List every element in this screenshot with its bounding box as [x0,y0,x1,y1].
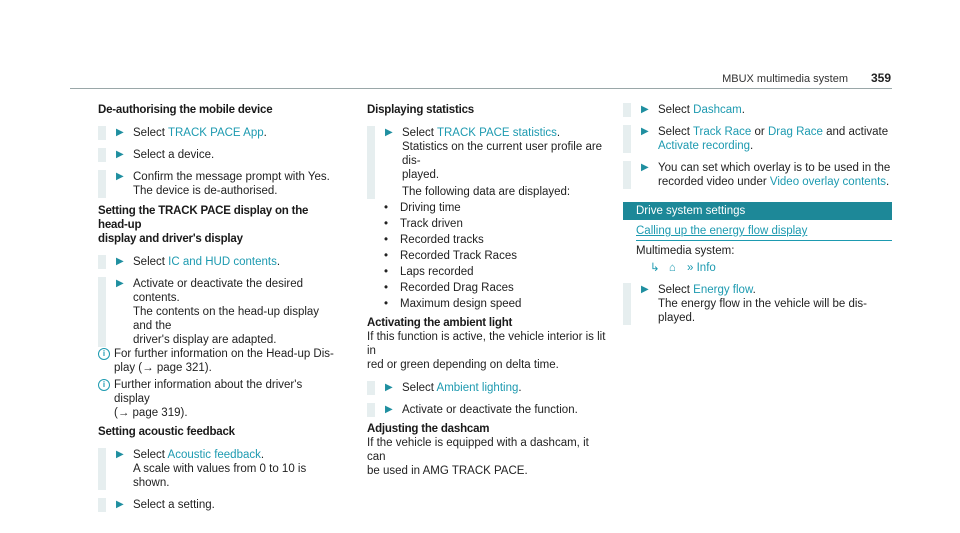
link-energy-flow[interactable]: Energy flow [693,284,753,296]
step-arrow-icon: ▶ [641,104,649,115]
link-dashcam[interactable]: Dashcam [693,104,742,116]
step-select-acoustic: ▶ Select Acoustic feedback. A scale with values from 0 to 10 is shown. [98,448,338,490]
link-track-race[interactable]: Track Race [692,126,752,138]
step-overlay: ▶ You can set which overlay is to be used in the recorded video under Video overlay contents. [623,161,893,189]
heading-deauthorise: De-authorising the mobile device [98,104,273,116]
link-ambient-lighting[interactable]: Ambient lighting [436,382,519,394]
column-2 [367,103,607,478]
link-track-pace-statistics[interactable]: TRACK PACE statistics [436,127,557,139]
info-hud: i For further information on the Head-up Dis- play (→ page 321). [98,347,338,375]
path-arrow-icon: ↳ [650,262,660,274]
nav-info[interactable]: Info [696,262,716,274]
home-icon[interactable]: ⌂ [668,262,676,274]
page-number: 359 [871,71,892,85]
statistics-list [367,201,607,311]
step-arrow-icon: ▶ [116,171,124,182]
step-arrow-icon: ▶ [116,256,124,267]
step-arrow-icon: ▶ [385,382,393,393]
navigation-path [636,261,892,275]
step-confirm: ▶ Confirm the message prompt with Yes. The device is de-authorised. [98,170,338,198]
link-acoustic-feedback[interactable]: Acoustic feedback [167,449,261,461]
link-activate-recording[interactable]: Activate recording [658,140,751,152]
step-select-dashcam: ▶ Select Dashcam. [623,103,893,117]
step-arrow-icon: ▶ [116,127,124,138]
heading-track-pace-display: Setting the TRACK PACE display on the head-up display and driver's display [98,205,309,245]
link-track-pace-app[interactable]: TRACK PACE App [167,127,264,139]
step-select-energy-flow: ▶ Select Energy flow. The energy flow in the vehicle will be dis- played. [623,283,893,325]
chevron-right-icon: » [687,262,694,274]
step-arrow-icon: ▶ [641,126,649,137]
column-1 [98,103,338,512]
list-item: • Track driven [384,218,463,230]
step-select-statistics: ▶ Select TRACK PACE statistics. Statistics on the current user profile are dis- played. The following data are displayed: [367,126,607,199]
step-activate-contents: ▶ Activate or deactivate the desired contents. The contents on the head-up display and the driver's display are adapted. [98,277,338,347]
heading-dashcam: Adjusting the dashcam [367,423,490,435]
step-select-ambient: ▶ Select Ambient lighting. [367,381,607,395]
running-header-title: MBUX multimedia system [722,73,848,85]
ambient-paragraph: If this function is active, the vehicle interior is lit in red or green depending on delta time. [367,331,606,371]
link-drag-race[interactable]: Drag Race [767,126,823,138]
link-video-overlay[interactable]: Video overlay contents [769,176,887,188]
list-item: • Recorded Track Races [384,250,517,262]
heading-ambient-light: Activating the ambient light [367,317,513,329]
energy-step-wrap [623,283,893,325]
info-icon: i [98,379,110,391]
multimedia-system-label: Multimedia system: [636,245,735,257]
list-item: • Recorded Drag Races [384,282,514,294]
info-icon: i [98,348,110,360]
step-arrow-icon: ▶ [385,127,393,138]
list-item: • Driving time [384,202,461,214]
step-arrow-icon: ▶ [641,284,649,295]
step-arrow-icon: ▶ [641,162,649,173]
heading-statistics: Displaying statistics [367,104,475,116]
step-activate-function: ▶ Activate or deactivate the function. [367,403,607,417]
link-ic-hud-contents[interactable]: IC and HUD contents [168,256,277,268]
list-item: • Recorded tracks [384,234,484,246]
step-arrow-icon: ▶ [116,278,124,289]
info-drivers-display: i Further information about the driver's display (→ page 319). [98,378,338,420]
list-item: • Maximum design speed [384,298,522,310]
subheading-energy-flow: Calling up the energy flow display [636,224,892,241]
step-select-app: ▶ Select TRACK PACE App. [98,126,338,140]
dashcam-paragraph: If the vehicle is equipped with a dashcam, it can be used in AMG TRACK PACE. [367,437,589,477]
step-select-race: ▶ Select Track Race or Drag Race and activate Activate recording. [623,125,893,153]
column-3 [623,103,893,189]
energy-flow-section [636,244,892,275]
step-select-device: ▶ Select a device. [98,148,338,162]
step-select-contents: ▶ Select IC and HUD contents. [98,255,338,269]
step-arrow-icon: ▶ [116,499,124,510]
header-rule [70,88,892,89]
section-band-drive-system: Drive system settings [623,202,892,220]
heading-acoustic-feedback: Setting acoustic feedback [98,426,235,438]
step-arrow-icon: ▶ [116,449,124,460]
step-select-setting: ▶ Select a setting. [98,498,338,512]
step-arrow-icon: ▶ [116,149,124,160]
step-arrow-icon: ▶ [385,404,393,415]
list-item: • Laps recorded [384,266,474,278]
